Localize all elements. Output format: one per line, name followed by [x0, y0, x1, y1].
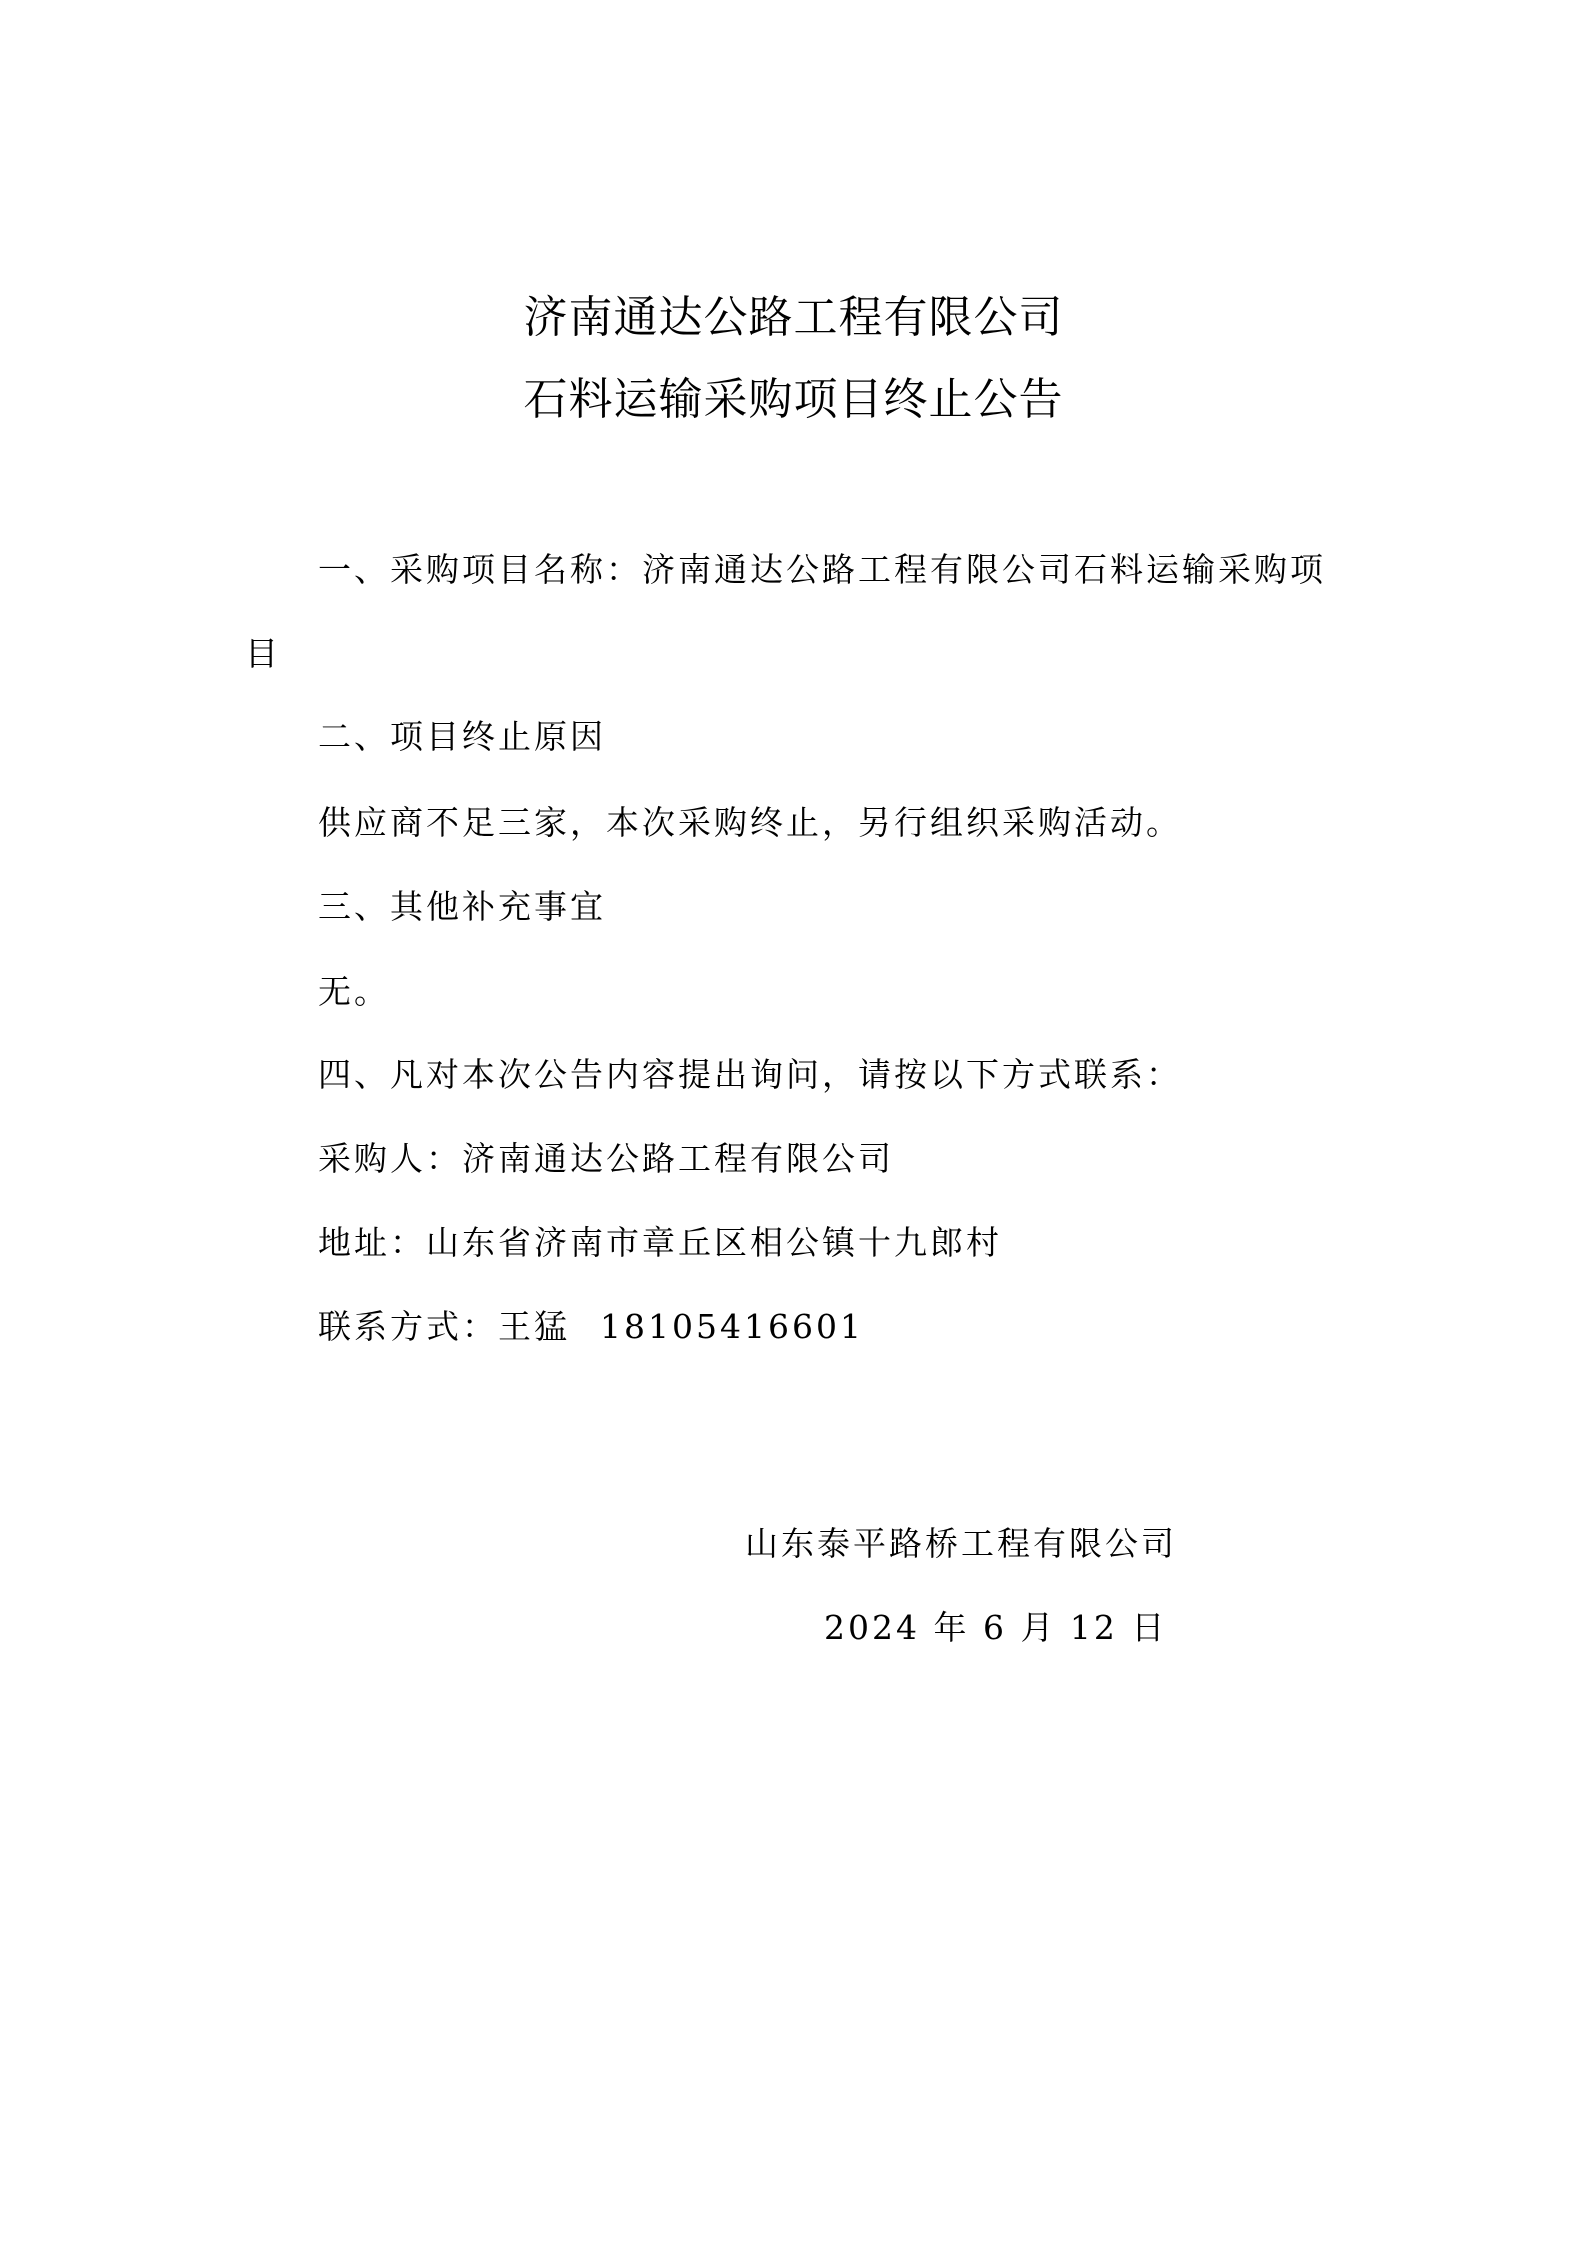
- termination-reason-heading: 二、项目终止原因: [318, 717, 606, 756]
- address-line: 地址：山东省济南市章丘区相公镇十九郎村: [318, 1223, 1002, 1262]
- document-title-line-1: 济南通达公路工程有限公司: [523, 292, 1064, 343]
- document-title-line-2: 石料运输采购项目终止公告: [523, 374, 1064, 425]
- supplementary-matters-text: 无。: [318, 972, 390, 1011]
- purchaser-line: 采购人：济南通达公路工程有限公司: [318, 1139, 894, 1178]
- contact-phone: 18105416601: [600, 1307, 864, 1346]
- termination-reason-text: 供应商不足三家，本次采购终止，另行组织采购活动。: [318, 803, 1182, 842]
- signature-company: 山东泰平路桥工程有限公司: [745, 1524, 1177, 1563]
- contact-name: 联系方式：王猛: [318, 1307, 570, 1346]
- supplementary-matters-heading: 三、其他补充事宜: [318, 887, 606, 926]
- inquiry-contact-heading: 四、凡对本次公告内容提出询问，请按以下方式联系：: [318, 1055, 1182, 1094]
- contact-line: [318, 1307, 864, 1346]
- signature-date: 2024 年 6 月 12 日: [824, 1608, 1168, 1647]
- project-name-item: 一、采购项目名称：济南通达公路工程有限公司石料运输采购项: [318, 550, 1326, 589]
- project-name-item-continuation: 目: [245, 634, 281, 673]
